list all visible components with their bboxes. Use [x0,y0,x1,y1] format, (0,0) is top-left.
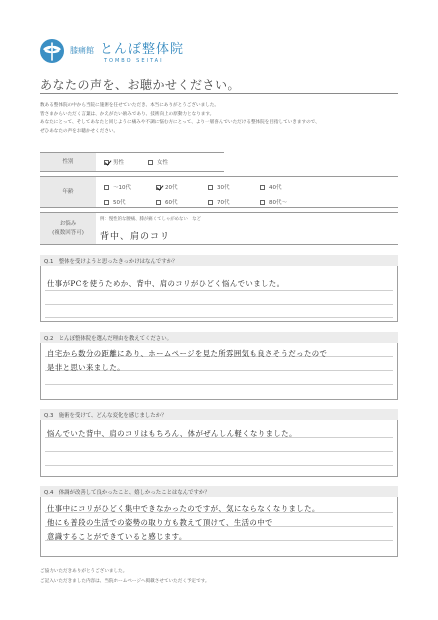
age-option[interactable] [156,183,208,191]
worry-label-line: お悩み [59,220,77,227]
option-label: 60代 [165,200,178,206]
worry-label-line: (複数回答可) [52,229,84,236]
question-2: Q.2 とんぼ整体院を選んだ理由を教えてください。 [40,332,398,343]
option-label: 80代～ [269,200,287,206]
answer-box-3[interactable] [40,420,398,477]
dragonfly-icon [40,39,64,63]
sex-field [40,152,224,172]
worry-answer[interactable]: 背中、肩のコリ [100,232,171,242]
worry-example: 例：慢性的な腰痛、膝が痛くてしゃがめない など [100,217,201,222]
ruled-line [45,465,393,466]
option-label: 20代 [165,185,178,191]
option-label: 女性 [157,160,169,166]
answer-text: 是非と思い来ました。 [47,363,125,372]
worry-field [40,212,398,245]
footer-note [40,567,210,586]
ruled-line [45,317,393,318]
footer-line: ご記入いただきました内容は、当院ホームページへ掲載させていただく予定です。 [40,578,210,584]
checkbox[interactable] [260,185,265,190]
age-option[interactable] [208,183,260,191]
checkbox-checked[interactable] [104,160,109,165]
sex-option-female[interactable] [148,158,168,166]
brand-sub: TOMBO SEITAI [104,58,164,64]
footer-line: ご協力いただきありがとうございました。 [40,569,128,574]
answer-text: 意識することができていると感じます。 [47,532,187,541]
checkbox[interactable] [208,185,213,190]
sex-label: 性別 [40,153,96,171]
ruled-line [45,290,393,291]
age-option[interactable] [260,198,312,206]
answer-text: 悩んでいた背中、肩のコリはもちろん、体がぜんしん軽くなりました。 [47,429,297,438]
question-3: Q.3 施術を受けて、どんな変化を感じましたか？ [40,409,398,420]
intro-line: 数ある整体院の中から当院に施術を任せていただき、本当にありがとうございました。 [40,103,219,108]
age-option[interactable] [104,183,156,191]
answer-box-1[interactable] [40,266,398,322]
option-label: 50代 [113,200,126,206]
intro-line: ぜひあなたの声をお聴かせください。 [40,128,119,134]
answer-text: 仕事中にコリがひどく集中できなかったのですが、気にならなくなりました。 [47,504,320,513]
answer-text: 仕事がPCを使うためか、背中、肩のコリがひどく悩んでいました。 [47,279,285,288]
age-option[interactable] [104,198,156,206]
checkbox-checked[interactable] [156,185,161,190]
age-option[interactable] [156,198,208,206]
sex-option-male[interactable] [104,158,124,166]
checkbox[interactable] [148,160,153,165]
answer-text: 自宅から数分の距離にあり、ホームページを見た所雰囲気も良さそうだったので [47,349,328,358]
option-label: ～10代 [113,185,131,191]
brand-name: とんぼ整体院 [100,42,185,57]
brand-logo [40,38,184,64]
intro-text [40,102,400,136]
checkbox[interactable] [260,200,265,205]
checkbox[interactable] [156,200,161,205]
checkbox[interactable] [104,185,109,190]
question-1: Q.1 整体を受けようと思ったきっかけはなんですか？ [40,255,398,266]
checkbox[interactable] [208,200,213,205]
question-4: Q.4 体調が改善して良かったこと、嬉しかったことはなんですか？ [40,486,398,497]
answer-text: 他にも普段の生活での姿勢の取り方も教えて頂けて、生活の中で [47,518,273,527]
intro-line: 皆さまからいただく言葉は、かえがたい励みであり、技術向上の原動力となります。 [40,111,215,117]
answer-box-2[interactable] [40,343,398,400]
option-label: 30代 [217,185,230,191]
intro-line: あなたにとって、そしてあなたと同じように痛みや不調に悩む方にとって、より一層喜んでいただける整体院を目指していきますので、 [40,120,320,126]
option-label: 70代 [217,200,230,206]
option-label: 40代 [269,185,282,191]
age-option[interactable] [260,183,312,191]
checkbox[interactable] [104,200,109,205]
ruled-line [45,304,393,305]
page-title: あなたの声を、お聴かせください。 [40,78,241,92]
answer-box-4[interactable] [40,497,398,557]
brand-prefix: 膝痛館 [70,46,94,55]
title-divider [40,93,398,94]
age-option[interactable] [208,198,260,206]
ruled-line [45,451,393,452]
age-label: 年齢 [40,177,96,207]
worry-label [40,213,96,244]
ruled-line [45,384,393,385]
option-label: 男性 [113,160,125,166]
age-field [40,176,398,208]
